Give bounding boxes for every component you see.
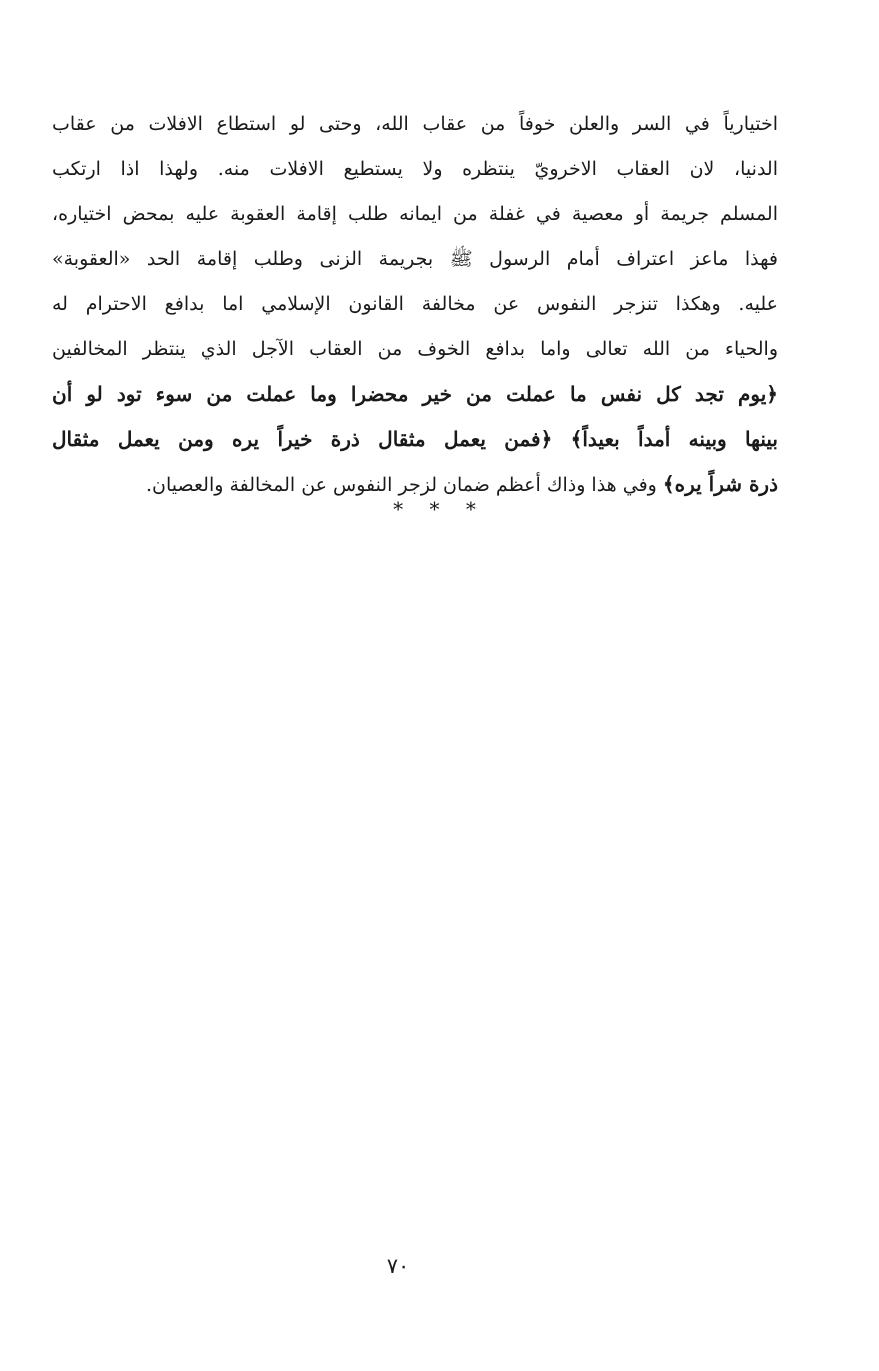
quran-verse-segment: ذرة شراً يره﴾ — [662, 472, 778, 496]
text-segment: عليه. وهكذا تنزجر النفوس عن مخالفة القانون الإسلامي اما بدافع الاحترام له — [52, 293, 778, 315]
text-line — [52, 417, 778, 462]
text-segment: والحياء من الله تعالى واما بدافع الخوف من العقاب الآجل الذي ينتظر المخالفين — [52, 338, 778, 360]
text-segment: اختيارياً في السر والعلن خوفاً من عقاب الله، وحتى لو استطاع الافلات من عقاب — [52, 113, 778, 135]
text-line — [52, 147, 778, 192]
text-line — [52, 327, 778, 372]
quran-verse-segment: ﴿يوم تجد كل نفس ما عملت من خير محضرا وما عملت من سوء تود لو أن — [52, 382, 778, 406]
text-line — [52, 282, 778, 327]
text-line — [52, 102, 778, 147]
text-line — [52, 372, 778, 417]
body-text — [52, 102, 778, 507]
text-line — [52, 192, 778, 237]
quran-verse-segment: بينها وبينه أمداً بعيداً﴾ ﴿فمن يعمل مثقال ذرة خيراً يره ومن يعمل مثقال — [52, 427, 778, 451]
text-segment: فهذا ماعز اعتراف أمام الرسول ﷺ بجريمة الزنى وطلب إقامة الحد «العقوبة» — [52, 248, 778, 270]
text-segment: المسلم جريمة أو معصية في غفلة من ايمانه طلب إقامة العقوبة عليه بمحض اختياره، — [52, 203, 778, 225]
page-number: ٧٠ — [386, 1254, 410, 1278]
text-segment: وفي هذا وذاك أعظم ضمان لزجر النفوس عن المخالفة والعصيان. — [146, 474, 663, 496]
text-segment: الدنيا، لان العقاب الاخرويّ ينتظره ولا يستطيع الافلات منه. ولهذا اذا ارتكب — [52, 158, 778, 180]
text-line — [52, 237, 778, 282]
section-separator: * * * — [393, 497, 486, 521]
